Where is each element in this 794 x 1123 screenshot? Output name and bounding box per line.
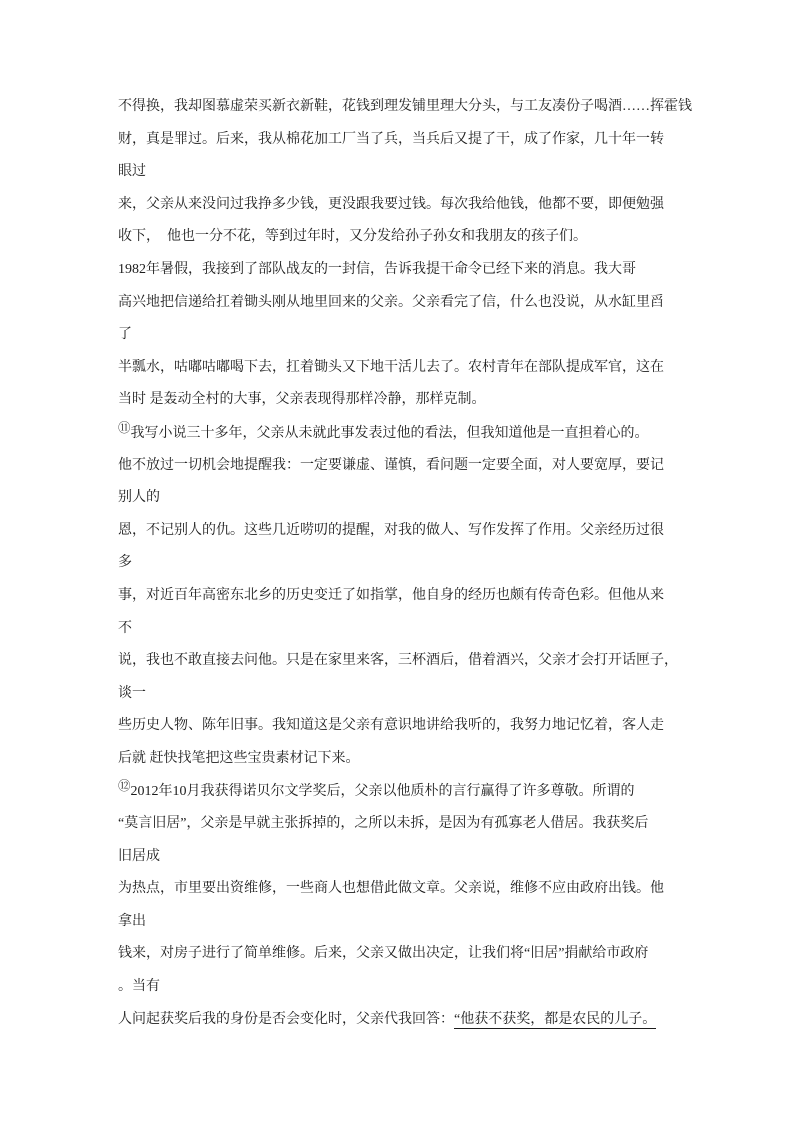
text-line-28 [118,971,682,1004]
underlined-text: “他获不获奖，都是农民的儿子。 [454,1011,657,1027]
text-segment: 恩，不记别人的仇。这些几近唠叨的提醒，对我的做人、写作发挥了作用。父亲经历过很 [118,522,664,538]
text-block [118,91,692,1036]
text-segment: 。当有 [118,979,160,995]
text-segment: 多 [118,555,132,571]
text-line-29 [118,1004,682,1037]
text-line-17 [118,613,682,646]
text-segment: 后就 赶快找笔把这些宝贵素材记下来。 [118,750,360,766]
text-line-13 [118,482,682,515]
text-line-23 [118,808,682,841]
text-segment: 我写小说三十多年，父亲从未就此事发表过他的看法，但我知道他是一直担着心的。 [130,425,649,441]
paragraph-number-marker: ⑫ [118,779,131,794]
text-line-8 [118,319,682,352]
text-line-6 [118,254,682,287]
text-segment: “莫言旧居”，父亲是早就主张拆掉的，之所以未拆，是因为有孤寡老人借居。我获奖后 [118,816,649,832]
text-segment: 别人的 [118,490,160,506]
text-line-19 [118,678,682,711]
text-line-21 [118,743,682,776]
text-line-2 [118,124,682,157]
text-line-15 [118,547,682,580]
text-segment: 来，父亲从来没问过我挣多少钱，更没跟我要过钱。每次我给他钱，他都不要，即便勉强 [118,196,664,212]
text-line-14 [118,515,682,548]
text-segment: 当时 是轰动全村的大事，父亲表现得那样冷静，那样克制。 [118,392,486,408]
text-segment: 半瓢水，咕嘟咕嘟喝下去，扛着锄头又下地干活儿去了。农村青年在部队提成军官，这在 [118,359,664,375]
text-line-7 [118,287,682,320]
text-line-9 [118,352,682,385]
text-line-16 [118,580,682,613]
text-line-26 [118,906,682,939]
text-segment: 谈一 [118,685,146,701]
text-segment: 说，我也不敢直接去问他。只是在家里来客，三杯酒后，借着酒兴，父亲才会打开话匣子， [118,653,678,669]
text-line-10 [118,384,682,417]
text-line-27 [118,938,682,971]
text-segment: 高兴地把信递给扛着锄头刚从地里回来的父亲。父亲看完了信，什么也没说，从水缸里舀 [118,294,664,310]
text-line-20 [118,710,682,743]
text-segment: 不得换，我却图慕虚荣买新衣新鞋，花钱到理发铺里理大分头，与工友凑份子喝酒……挥霍钱 [118,99,692,114]
text-segment: 拿出 [118,913,146,929]
text-segment: 钱来，对房子进行了简单维修。后来，父亲又做出决定，让我们将“旧居”捐献给市政府 [118,946,649,962]
text-segment: 2012年10月我获得诺贝尔文学奖后，父亲以他质朴的言行赢得了许多尊敬。所谓的 [130,784,635,800]
text-line-1 [118,91,692,124]
text-segment: 些历史人物、陈年旧事。我知道这是父亲有意识地讲给我听的，我努力地记忆着，客人走 [118,718,664,734]
text-segment: 1982年暑假，我接到了部队战友的一封信，告诉我提干命令已经下来的消息。我大哥 [118,261,636,277]
text-line-5 [118,221,682,254]
text-segment: 眼过 [118,164,146,180]
text-segment: 财，真是罪过。后来，我从棉花加工厂当了兵，当兵后又提了干，成了作家，几十年一转 [118,131,664,147]
text-line-4 [118,189,682,222]
text-line-22 [118,775,682,808]
text-segment: 收下， 他也一分不花，等到过年时，又分发给孙子孙女和我朋友的孩子们。 [118,229,587,245]
text-segment: 事，对近百年高密东北乡的历史变迁了如指掌，他自身的经历也颇有传奇色彩。但他从来 [118,587,664,603]
text-segment: 他不放过一切机会地提醒我：一定要谦虚、谨慎，看问题一定要全面，对人要宽厚，要记 [118,457,664,473]
text-line-25 [118,873,682,906]
text-line-11 [118,417,682,450]
text-segment: 为热点，市里要出资维修，一些商人也想借此做文章。父亲说，维修不应由政府出钱。他 [118,881,664,897]
text-line-18 [118,645,682,678]
paragraph-number-marker: ⑪ [118,420,131,435]
text-line-24 [118,841,682,874]
text-line-12 [118,450,682,483]
text-segment: 了 [118,327,132,343]
text-segment: 不 [118,620,132,636]
text-segment: 旧居成 [118,848,160,864]
text-segment: 人问起获奖后我的身份是否会变化时，父亲代我回答： [118,1011,454,1027]
text-line-3 [118,156,682,189]
